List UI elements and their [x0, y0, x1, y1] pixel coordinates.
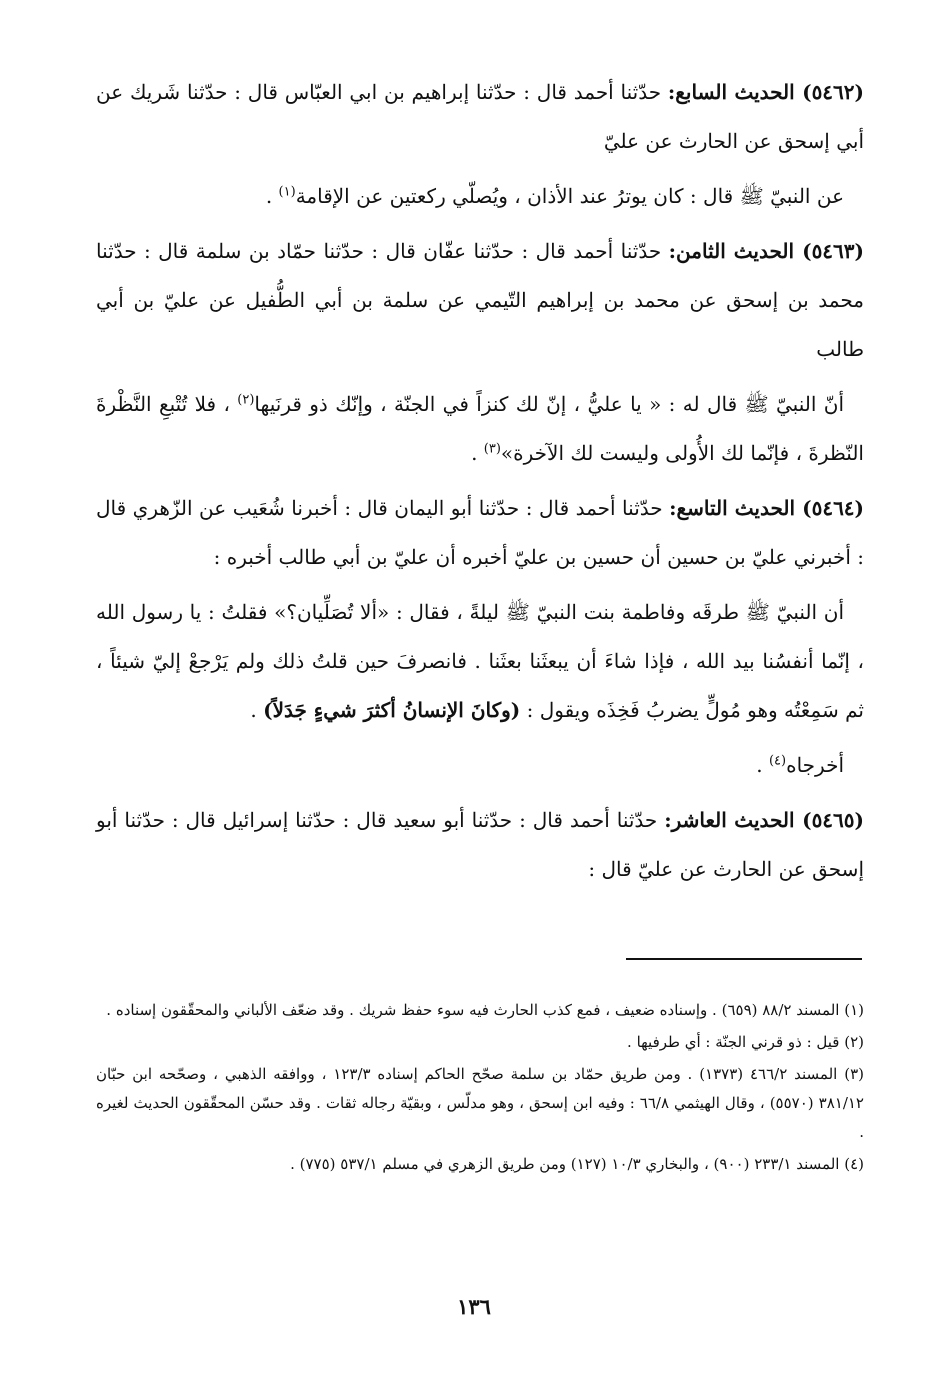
matn-text: أن النبيّ ﷺ طرقَه وفاطمة بنت النبيّ ﷺ ليلةً ، فقال : «ألا تُصَلِّيان؟» فقلتُ : يا رسول الله ، إنّما أنفسُنا بيد الله ، فإذا شاءَ أن يبعثَنا بعثَنا . فانصرفَ حين قلتُ ذلك ولم يَرْجعْ إليّ شيئاً ، ثم سَمِعْتُه وهو مُولٍّ يضربُ فَخِذَه ويقول : [96, 600, 864, 722]
hadith-5463-isnad [96, 227, 864, 374]
footnote-separator [626, 958, 862, 960]
footnotes [96, 996, 864, 1182]
hadith-5464-takhrij [96, 741, 864, 790]
matn-end: . [471, 441, 484, 465]
footnote-ref: (٢) [237, 392, 255, 408]
isnad-text: حدّثنا أحمد قال : حدّثنا عفّان قال : حدّثنا حمّاد بن سلمة قال : حدّثنا محمد بن إسحق عن محمد بن إبراهيم التّيمي عن سلمة بن أبي الطُّفيل عن عليّ بن أبي طالب [96, 239, 864, 361]
hadith-5465-isnad [96, 796, 864, 894]
footnote-3: (٣) المسند ٤٦٦/٢ (١٣٧٣) . ومن طريق حمّاد بن سلمة صحّح الحاكم إسناده ١٢٣/٣ ، ووافقه الذهبي ، وصحّحه ابن حبّان ٣٨١/١٢ (٥٥٧٠) ، وقال الهيثمي ٦٦/٨ : وفيه ابن إسحق ، وهو مدلّس ، وبقيّة رجاله ثقات . وقد حسّن المحقّقون الحديث لغيره . [96, 1065, 864, 1141]
hadith-5462-matn [96, 172, 864, 221]
takhrij-text: أخرجاه [786, 753, 844, 777]
main-text [96, 68, 864, 900]
hadith-heading: (٥٤٦٢) الحديث السابع: [667, 80, 864, 104]
matn-end: . [265, 184, 279, 208]
hadith-5464-isnad [96, 484, 864, 582]
footnote-ref: (٣) [483, 441, 501, 457]
matn-end: . [250, 698, 264, 722]
hadith-5464-matn [96, 588, 864, 735]
hadith-heading: (٥٤٦٣) الحديث الثامن: [668, 239, 864, 263]
page-number: ١٣٦ [457, 1294, 491, 1319]
hadith-heading: (٥٤٦٤) الحديث التاسع: [669, 496, 865, 520]
matn-text: ، فلا تُتْبعِ النَّظْرةَ النّظرةَ ، فإنّما لك الأُولى وليست لك الآخرة» [96, 392, 864, 465]
hadith-5463-matn [96, 380, 864, 478]
footnote-4: (٤) المسند ٢٣٣/١ (٩٠٠) ، والبخاري ١٠/٣ (١٢٧) ومن طريق الزهري في مسلم ٥٣٧/١ (٧٧٥) . [290, 1155, 864, 1173]
footnote-ref: (١) [278, 184, 296, 200]
isnad-text: حدّثنا أحمد قال : حدّثنا أبو سعيد قال : حدّثنا إسرائيل قال : حدّثنا أبو إسحق عن الحارث عن عليّ قال : [96, 808, 864, 881]
isnad-text: حدّثنا أحمد قال : حدّثنا إبراهيم بن ابي العبّاس قال : حدّثنا شَريك عن أبي إسحق عن الحارث عن عليّ [96, 80, 864, 153]
footnote-1: (١) المسند ٨٨/٢ (٦٥٩) . وإسناده ضعيف ، فمع كذب الحارث فيه سوء حفظ شريك . وقد ضعّف الألباني والمحقّقون إسناده . [106, 1001, 864, 1019]
hadith-5462-isnad [96, 68, 864, 166]
footnote-2: (٢) قيل : ذو قرني الجنّة : أي طرفيها . [627, 1033, 864, 1051]
matn-text: عن النبيّ ﷺ قال : كان يوترُ عند الأذان ، ويُصلّي ركعتين عن الإقامة [295, 184, 844, 208]
footnote-ref: (٤) [768, 753, 787, 769]
quran-verse: (وكانَ الإنسانُ أكثرَ شيءٍ جَدَلاً) [263, 698, 521, 722]
takhrij-end: . [756, 753, 769, 777]
matn-text: أنّ النبيّ ﷺ قال له : « يا عليُّ ، إنّ لك كنزاً في الجنّة ، وإنّك ذو قرنَيها [254, 392, 844, 416]
hadith-heading: (٥٤٦٥) الحديث العاشر: [664, 808, 864, 832]
isnad-text: حدّثنا أحمد قال : حدّثنا أبو اليمان قال : أخبرنا شُعَيب عن الزّهري قال : أخبرني عليّ بن حسين أن حسين بن عليّ أخبره أن عليّ بن أبي طالب أخبره : [96, 496, 864, 569]
